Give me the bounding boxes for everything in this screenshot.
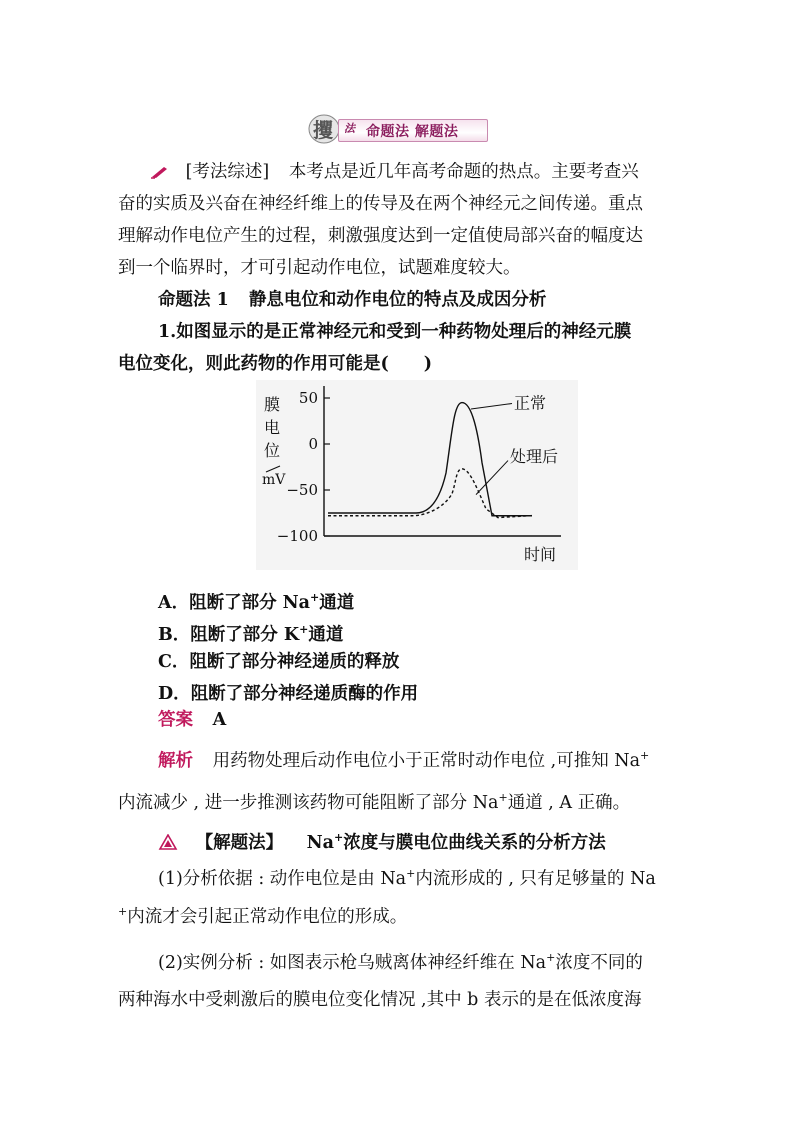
option-text-post: 通道 [319,593,355,613]
option-letter: A． [158,593,190,613]
overview-tag: [考法综述] [185,162,270,182]
sup-plus: + [334,831,344,844]
y-tick-label: 0 [308,435,318,453]
solve-title-b: 浓度与膜电位曲线关系的分析方法 [343,833,606,853]
sup-plus: + [118,905,128,918]
option-text: 阻断了部分 K [190,625,300,645]
overview-line-2: 奋的实质及兴奋在神经纤维上的传导及在两个神经元之间传递。重点 [118,194,643,214]
section-banner [308,114,486,144]
solve-p1-a: (1)分析依据 : 动作电位是由 Na [158,869,407,889]
option-text: 阻断了部分 Na [189,593,311,613]
answer-line [158,708,226,732]
answer-label: 答案 [158,710,193,730]
analysis-line-1 [158,744,649,773]
option-sup: + [310,591,320,604]
analysis-text-2b: 通道 , A 正确。 [507,793,631,813]
y-label-char: 膜 [264,395,281,414]
solve-p1-c: 内流才会引起正常动作电位的形成。 [127,907,408,927]
triangle-marker-icon [158,834,178,850]
overview-line-3: 理解动作电位产生的过程，刺激强度达到一定值使局部兴奋的幅度达 [118,226,643,246]
analysis-text-2a: 内流减少 , 进一步推测该药物可能阻断了部分 Na [118,793,499,813]
membrane-potential-chart [256,380,578,570]
option-c [158,650,399,674]
sup-plus: + [406,867,416,880]
analysis-line-2 [118,786,630,815]
logo-sub-char: 法 [344,122,355,135]
brush-logo-icon [308,114,342,144]
method-heading [158,288,546,312]
method-label: 命题法 1 [158,290,229,310]
option-text: 阻断了部分神经递质酶的作用 [190,684,419,704]
solve-p1-b: 内流形成的 , 只有足够量的 Na [415,869,656,889]
method-title: 静息电位和动作电位的特点及成因分析 [248,290,547,310]
series-label-treated: 处理后 [510,446,559,466]
chart-svg [256,380,578,570]
question-line-2: 电位变化，则此药物的作用可能是( ) [118,354,433,374]
y-label-char: 位 [264,441,281,460]
answer-value: A [212,710,227,730]
solve-title-a: Na [306,833,334,853]
option-letter: C． [158,652,190,672]
overview-text-1: 本考点是近几年高考命题的热点。主要考查兴 [288,162,639,182]
solve-p2-b: 浓度不同的 [555,953,643,973]
solve-p2-line-2: 两种海水中受刺激后的膜电位变化情况 ,其中 b 表示的是在低浓度海 [118,990,642,1010]
y-label-char: 电 [264,418,281,437]
sup-plus: + [498,791,508,804]
solve-heading [158,826,606,855]
y-tick-label: 50 [298,389,318,407]
y-tick-label: −100 [276,527,318,545]
sup-plus: + [640,749,650,762]
solve-tag: 【解题法】 [195,833,284,853]
option-text: 阻断了部分神经递质的释放 [189,652,400,672]
y-label-unit: mV [262,472,286,488]
analysis-label: 解析 [158,751,193,771]
overview-line-4: 到一个临界时，才可引起动作电位，试题难度较大。 [118,258,521,278]
overview-line-1 [150,160,639,184]
analysis-text-1: 用药物处理后动作电位小于正常时动作电位 ,可推知 Na [212,751,641,771]
solve-p1-line-2 [118,900,407,929]
option-letter: B． [158,625,191,645]
banner-title: 命题法 解题法 [366,124,459,140]
pen-marker-icon [150,163,170,179]
option-letter: D． [158,684,191,704]
sup-plus: + [546,951,556,964]
option-sup: + [299,623,309,636]
option-a [158,586,354,615]
y-tick-label: −50 [286,481,318,499]
logo-char: 攫 [313,118,333,142]
option-d [158,682,418,706]
solve-p2-a: (2)实例分析 : 如图表示枪乌贼离体神经纤维在 Na [158,953,547,973]
solve-p2-line-1 [158,946,643,975]
series-label-normal: 正常 [514,393,547,413]
option-text-post: 通道 [308,625,344,645]
question-line-1: 1.如图显示的是正常神经元和受到一种药物处理后的神经元膜 [158,322,632,342]
x-axis-label: 时间 [524,545,557,564]
solve-p1-line-1 [158,862,656,891]
option-b [158,618,343,647]
